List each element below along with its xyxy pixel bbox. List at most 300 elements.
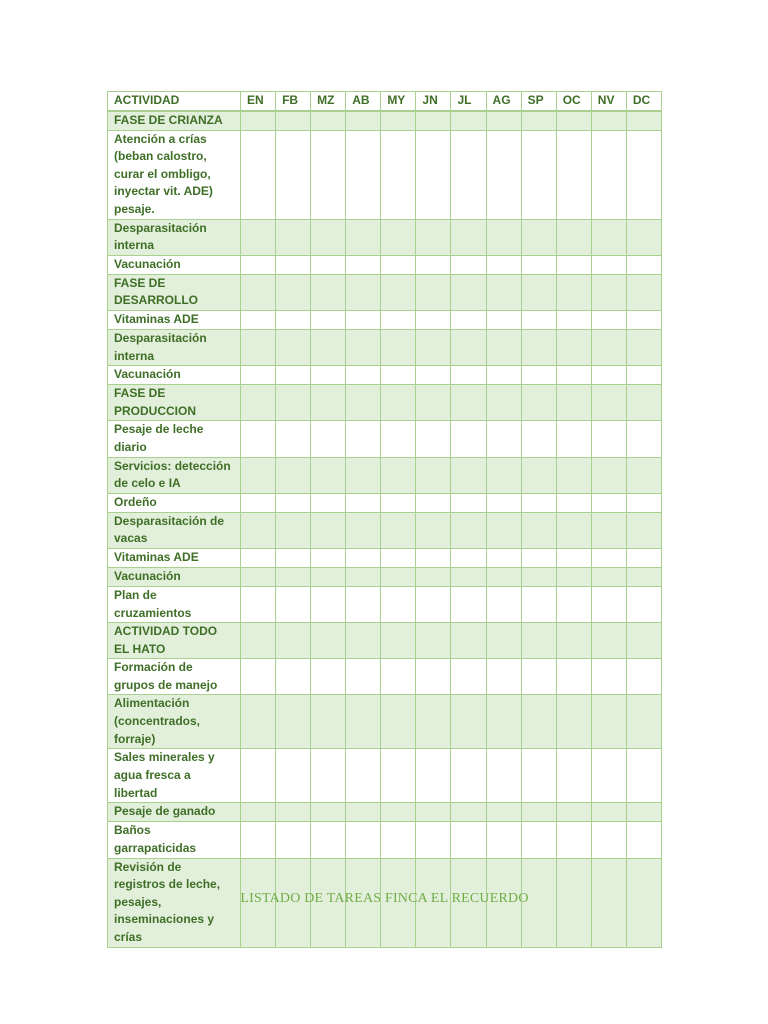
header-month: FB [276, 92, 311, 111]
month-cell[interactable] [626, 586, 661, 622]
month-cell[interactable] [626, 623, 661, 659]
month-cell[interactable] [626, 366, 661, 385]
month-cell[interactable] [276, 457, 311, 493]
month-cell[interactable] [241, 512, 276, 548]
month-cell[interactable] [311, 385, 346, 421]
month-cell[interactable] [381, 749, 416, 803]
month-cell[interactable] [451, 219, 486, 255]
month-cell[interactable] [521, 623, 556, 659]
month-cell[interactable] [626, 695, 661, 749]
month-cell[interactable] [416, 274, 451, 310]
month-cell[interactable] [486, 421, 521, 457]
table-row [108, 130, 662, 219]
month-cell[interactable] [276, 421, 311, 457]
month-cell[interactable] [381, 512, 416, 548]
month-cell[interactable] [416, 749, 451, 803]
month-cell[interactable] [276, 219, 311, 255]
month-cell[interactable] [556, 274, 591, 310]
month-cell[interactable] [626, 385, 661, 421]
header-month: MY [381, 92, 416, 111]
month-cell[interactable] [486, 623, 521, 659]
month-cell[interactable] [416, 130, 451, 219]
month-cell[interactable] [556, 548, 591, 567]
month-cell[interactable] [626, 255, 661, 274]
month-cell[interactable] [626, 310, 661, 329]
month-cell[interactable] [521, 219, 556, 255]
table-row [108, 803, 662, 822]
month-cell[interactable] [451, 111, 486, 131]
month-cell[interactable] [311, 310, 346, 329]
month-cell[interactable] [556, 310, 591, 329]
month-cell[interactable] [556, 586, 591, 622]
month-cell[interactable] [241, 803, 276, 822]
month-cell[interactable] [556, 111, 591, 131]
month-cell[interactable] [591, 822, 626, 858]
month-cell[interactable] [381, 130, 416, 219]
table-row [108, 548, 662, 567]
month-cell[interactable] [626, 567, 661, 586]
month-cell[interactable] [626, 329, 661, 365]
month-cell[interactable] [486, 512, 521, 548]
task-schedule [107, 91, 662, 948]
month-cell[interactable] [451, 274, 486, 310]
month-cell[interactable] [521, 695, 556, 749]
month-cell[interactable] [381, 567, 416, 586]
month-cell[interactable] [276, 803, 311, 822]
month-cell[interactable] [591, 749, 626, 803]
month-cell[interactable] [451, 659, 486, 695]
month-cell[interactable] [276, 623, 311, 659]
month-cell[interactable] [241, 111, 276, 131]
activity-cell: Vacunación [108, 255, 241, 274]
month-cell[interactable] [521, 111, 556, 131]
month-cell[interactable] [521, 255, 556, 274]
month-cell[interactable] [486, 255, 521, 274]
month-cell[interactable] [521, 493, 556, 512]
month-cell[interactable] [521, 310, 556, 329]
month-cell[interactable] [626, 274, 661, 310]
month-cell[interactable] [311, 130, 346, 219]
month-cell[interactable] [451, 130, 486, 219]
month-cell[interactable] [311, 329, 346, 365]
month-cell[interactable] [451, 385, 486, 421]
month-cell[interactable] [311, 512, 346, 548]
month-cell[interactable] [381, 310, 416, 329]
month-cell[interactable] [451, 822, 486, 858]
table-row [108, 822, 662, 858]
month-cell[interactable] [381, 385, 416, 421]
month-cell[interactable] [486, 130, 521, 219]
month-cell[interactable] [241, 822, 276, 858]
month-cell[interactable] [346, 274, 381, 310]
month-cell[interactable] [241, 749, 276, 803]
month-cell[interactable] [241, 586, 276, 622]
month-cell[interactable] [381, 366, 416, 385]
month-cell[interactable] [556, 130, 591, 219]
month-cell[interactable] [416, 385, 451, 421]
month-cell[interactable] [381, 623, 416, 659]
month-cell[interactable] [486, 493, 521, 512]
month-cell[interactable] [486, 749, 521, 803]
month-cell[interactable] [381, 421, 416, 457]
month-cell[interactable] [381, 659, 416, 695]
month-cell[interactable] [486, 385, 521, 421]
month-cell[interactable] [346, 385, 381, 421]
month-cell[interactable] [241, 567, 276, 586]
month-cell[interactable] [241, 255, 276, 274]
month-cell[interactable] [416, 623, 451, 659]
month-cell[interactable] [346, 457, 381, 493]
month-cell[interactable] [556, 803, 591, 822]
month-cell[interactable] [346, 421, 381, 457]
month-cell[interactable] [556, 255, 591, 274]
month-cell[interactable] [416, 421, 451, 457]
month-cell[interactable] [416, 586, 451, 622]
header-activity: ACTIVIDAD [108, 92, 241, 111]
month-cell[interactable] [591, 623, 626, 659]
month-cell[interactable] [451, 548, 486, 567]
month-cell[interactable] [381, 457, 416, 493]
month-cell[interactable] [556, 749, 591, 803]
month-cell[interactable] [346, 822, 381, 858]
month-cell[interactable] [311, 255, 346, 274]
month-cell[interactable] [626, 749, 661, 803]
month-cell[interactable] [416, 695, 451, 749]
month-cell[interactable] [591, 512, 626, 548]
month-cell[interactable] [416, 111, 451, 131]
month-cell[interactable] [276, 659, 311, 695]
activity-cell: Vacunación [108, 567, 241, 586]
month-cell[interactable] [556, 219, 591, 255]
month-cell[interactable] [381, 548, 416, 567]
month-cell[interactable] [591, 111, 626, 131]
month-cell[interactable] [486, 310, 521, 329]
month-cell[interactable] [626, 512, 661, 548]
month-cell[interactable] [486, 567, 521, 586]
activity-cell: Pesaje de ganado [108, 803, 241, 822]
month-cell[interactable] [346, 493, 381, 512]
month-cell[interactable] [556, 512, 591, 548]
month-cell[interactable] [486, 329, 521, 365]
month-cell[interactable] [346, 695, 381, 749]
month-cell[interactable] [486, 111, 521, 131]
month-cell[interactable] [311, 695, 346, 749]
month-cell[interactable] [521, 329, 556, 365]
month-cell[interactable] [311, 749, 346, 803]
table-row [108, 111, 662, 131]
month-cell[interactable] [346, 586, 381, 622]
month-cell[interactable] [276, 695, 311, 749]
month-cell[interactable] [416, 822, 451, 858]
month-cell[interactable] [591, 274, 626, 310]
month-cell[interactable] [451, 457, 486, 493]
month-cell[interactable] [241, 310, 276, 329]
activity-cell: Plan de cruzamientos [108, 586, 241, 622]
month-cell[interactable] [241, 457, 276, 493]
month-cell[interactable] [276, 493, 311, 512]
month-cell[interactable] [626, 803, 661, 822]
month-cell[interactable] [381, 493, 416, 512]
month-cell[interactable] [591, 457, 626, 493]
month-cell[interactable] [311, 111, 346, 131]
month-cell[interactable] [591, 803, 626, 822]
month-cell[interactable] [521, 749, 556, 803]
month-cell[interactable] [486, 219, 521, 255]
month-cell[interactable] [241, 366, 276, 385]
month-cell[interactable] [416, 366, 451, 385]
month-cell[interactable] [521, 822, 556, 858]
month-cell[interactable] [591, 421, 626, 457]
header-month: OC [556, 92, 591, 111]
month-cell[interactable] [381, 274, 416, 310]
month-cell[interactable] [381, 255, 416, 274]
month-cell[interactable] [276, 255, 311, 274]
month-cell[interactable] [346, 329, 381, 365]
month-cell[interactable] [486, 586, 521, 622]
month-cell[interactable] [451, 366, 486, 385]
month-cell[interactable] [556, 457, 591, 493]
month-cell[interactable] [311, 567, 346, 586]
month-cell[interactable] [381, 329, 416, 365]
month-cell[interactable] [311, 623, 346, 659]
month-cell[interactable] [311, 457, 346, 493]
month-cell[interactable] [451, 749, 486, 803]
month-cell[interactable] [626, 548, 661, 567]
month-cell[interactable] [556, 659, 591, 695]
month-cell[interactable] [276, 385, 311, 421]
month-cell[interactable] [416, 567, 451, 586]
month-cell[interactable] [451, 567, 486, 586]
month-cell[interactable] [591, 493, 626, 512]
table-row [108, 366, 662, 385]
month-cell[interactable] [276, 512, 311, 548]
month-cell[interactable] [451, 803, 486, 822]
month-cell[interactable] [451, 586, 486, 622]
month-cell[interactable] [451, 310, 486, 329]
month-cell[interactable] [276, 329, 311, 365]
table-row [108, 421, 662, 457]
month-cell[interactable] [451, 695, 486, 749]
month-cell[interactable] [451, 512, 486, 548]
month-cell[interactable] [241, 219, 276, 255]
month-cell[interactable] [486, 457, 521, 493]
month-cell[interactable] [521, 567, 556, 586]
month-cell[interactable] [241, 385, 276, 421]
month-cell[interactable] [311, 493, 346, 512]
month-cell[interactable] [626, 659, 661, 695]
month-cell[interactable] [591, 130, 626, 219]
header-month: MZ [311, 92, 346, 111]
table-row [108, 274, 662, 310]
month-cell[interactable] [486, 695, 521, 749]
month-cell[interactable] [381, 695, 416, 749]
month-cell[interactable] [276, 567, 311, 586]
month-cell[interactable] [556, 385, 591, 421]
month-cell[interactable] [591, 385, 626, 421]
month-cell[interactable] [591, 659, 626, 695]
month-cell[interactable] [241, 274, 276, 310]
month-cell[interactable] [416, 219, 451, 255]
month-cell[interactable] [416, 548, 451, 567]
activity-cell: Vitaminas ADE [108, 310, 241, 329]
month-cell[interactable] [416, 457, 451, 493]
task-table [107, 91, 662, 948]
month-cell[interactable] [521, 130, 556, 219]
month-cell[interactable] [346, 255, 381, 274]
month-cell[interactable] [276, 822, 311, 858]
month-cell[interactable] [591, 310, 626, 329]
header-month: AG [486, 92, 521, 111]
month-cell[interactable] [451, 493, 486, 512]
month-cell[interactable] [521, 366, 556, 385]
month-cell[interactable] [556, 493, 591, 512]
month-cell[interactable] [346, 623, 381, 659]
month-cell[interactable] [591, 548, 626, 567]
activity-cell: FASE DE PRODUCCION [108, 385, 241, 421]
month-cell[interactable] [416, 255, 451, 274]
month-cell[interactable] [241, 493, 276, 512]
month-cell[interactable] [416, 493, 451, 512]
month-cell[interactable] [556, 822, 591, 858]
month-cell[interactable] [556, 695, 591, 749]
activity-cell: Vacunación [108, 366, 241, 385]
month-cell[interactable] [626, 421, 661, 457]
month-cell[interactable] [556, 567, 591, 586]
activity-cell: Atención a crías (beban calostro, curar el ombligo, inyectar vit. ADE) pesaje. [108, 130, 241, 219]
month-cell[interactable] [486, 548, 521, 567]
month-cell[interactable] [381, 219, 416, 255]
month-cell[interactable] [591, 695, 626, 749]
month-cell[interactable] [416, 310, 451, 329]
month-cell[interactable] [416, 329, 451, 365]
month-cell[interactable] [451, 421, 486, 457]
month-cell[interactable] [521, 512, 556, 548]
month-cell[interactable] [346, 219, 381, 255]
month-cell[interactable] [241, 130, 276, 219]
month-cell[interactable] [276, 111, 311, 131]
month-cell[interactable] [521, 586, 556, 622]
month-cell[interactable] [416, 803, 451, 822]
month-cell[interactable] [346, 803, 381, 822]
month-cell[interactable] [241, 421, 276, 457]
month-cell[interactable] [521, 274, 556, 310]
month-cell[interactable] [451, 255, 486, 274]
month-cell[interactable] [451, 623, 486, 659]
month-cell[interactable] [241, 623, 276, 659]
month-cell[interactable] [346, 659, 381, 695]
month-cell[interactable] [276, 366, 311, 385]
month-cell[interactable] [241, 659, 276, 695]
month-cell[interactable] [486, 822, 521, 858]
month-cell[interactable] [486, 803, 521, 822]
table-row [108, 567, 662, 586]
month-cell[interactable] [591, 329, 626, 365]
month-cell[interactable] [276, 130, 311, 219]
month-cell[interactable] [346, 366, 381, 385]
month-cell[interactable] [276, 586, 311, 622]
month-cell[interactable] [451, 329, 486, 365]
month-cell[interactable] [626, 130, 661, 219]
month-cell[interactable] [591, 567, 626, 586]
month-cell[interactable] [381, 586, 416, 622]
month-cell[interactable] [381, 803, 416, 822]
month-cell[interactable] [521, 421, 556, 457]
month-cell[interactable] [381, 111, 416, 131]
month-cell[interactable] [591, 366, 626, 385]
month-cell[interactable] [591, 586, 626, 622]
month-cell[interactable] [346, 111, 381, 131]
month-cell[interactable] [276, 548, 311, 567]
month-cell[interactable] [311, 366, 346, 385]
month-cell[interactable] [626, 822, 661, 858]
month-cell[interactable] [346, 548, 381, 567]
header-row [108, 92, 662, 111]
activity-cell: Sales minerales y agua fresca a libertad [108, 749, 241, 803]
month-cell[interactable] [416, 512, 451, 548]
activity-cell: Alimentación (concentrados, forraje) [108, 695, 241, 749]
month-cell[interactable] [276, 274, 311, 310]
month-cell[interactable] [311, 659, 346, 695]
month-cell[interactable] [311, 548, 346, 567]
month-cell[interactable] [556, 366, 591, 385]
month-cell[interactable] [556, 421, 591, 457]
month-cell[interactable] [241, 695, 276, 749]
month-cell[interactable] [521, 457, 556, 493]
month-cell[interactable] [521, 548, 556, 567]
month-cell[interactable] [591, 255, 626, 274]
month-cell[interactable] [521, 385, 556, 421]
month-cell[interactable] [311, 219, 346, 255]
month-cell[interactable] [276, 749, 311, 803]
month-cell[interactable] [591, 219, 626, 255]
activity-cell: Vitaminas ADE [108, 548, 241, 567]
month-cell[interactable] [276, 310, 311, 329]
month-cell[interactable] [311, 822, 346, 858]
month-cell[interactable] [311, 803, 346, 822]
month-cell[interactable] [486, 659, 521, 695]
month-cell[interactable] [626, 219, 661, 255]
month-cell[interactable] [311, 421, 346, 457]
month-cell[interactable] [241, 548, 276, 567]
month-cell[interactable] [556, 623, 591, 659]
month-cell[interactable] [521, 803, 556, 822]
header-month: JN [416, 92, 451, 111]
month-cell[interactable] [346, 130, 381, 219]
month-cell[interactable] [626, 457, 661, 493]
month-cell[interactable] [486, 366, 521, 385]
activity-cell: Desparasitación interna [108, 329, 241, 365]
month-cell[interactable] [626, 111, 661, 131]
table-row [108, 586, 662, 622]
month-cell[interactable] [241, 329, 276, 365]
table-row [108, 493, 662, 512]
month-cell[interactable] [346, 749, 381, 803]
month-cell[interactable] [346, 512, 381, 548]
month-cell[interactable] [626, 493, 661, 512]
month-cell[interactable] [381, 822, 416, 858]
month-cell[interactable] [521, 659, 556, 695]
month-cell[interactable] [311, 586, 346, 622]
month-cell[interactable] [346, 567, 381, 586]
table-row [108, 623, 662, 659]
month-cell[interactable] [346, 310, 381, 329]
month-cell[interactable] [311, 274, 346, 310]
document-caption: LISTADO DE TAREAS FINCA EL RECUERDO [240, 891, 529, 906]
table-row [108, 659, 662, 695]
month-cell[interactable] [556, 329, 591, 365]
month-cell[interactable] [486, 274, 521, 310]
month-cell[interactable] [416, 659, 451, 695]
